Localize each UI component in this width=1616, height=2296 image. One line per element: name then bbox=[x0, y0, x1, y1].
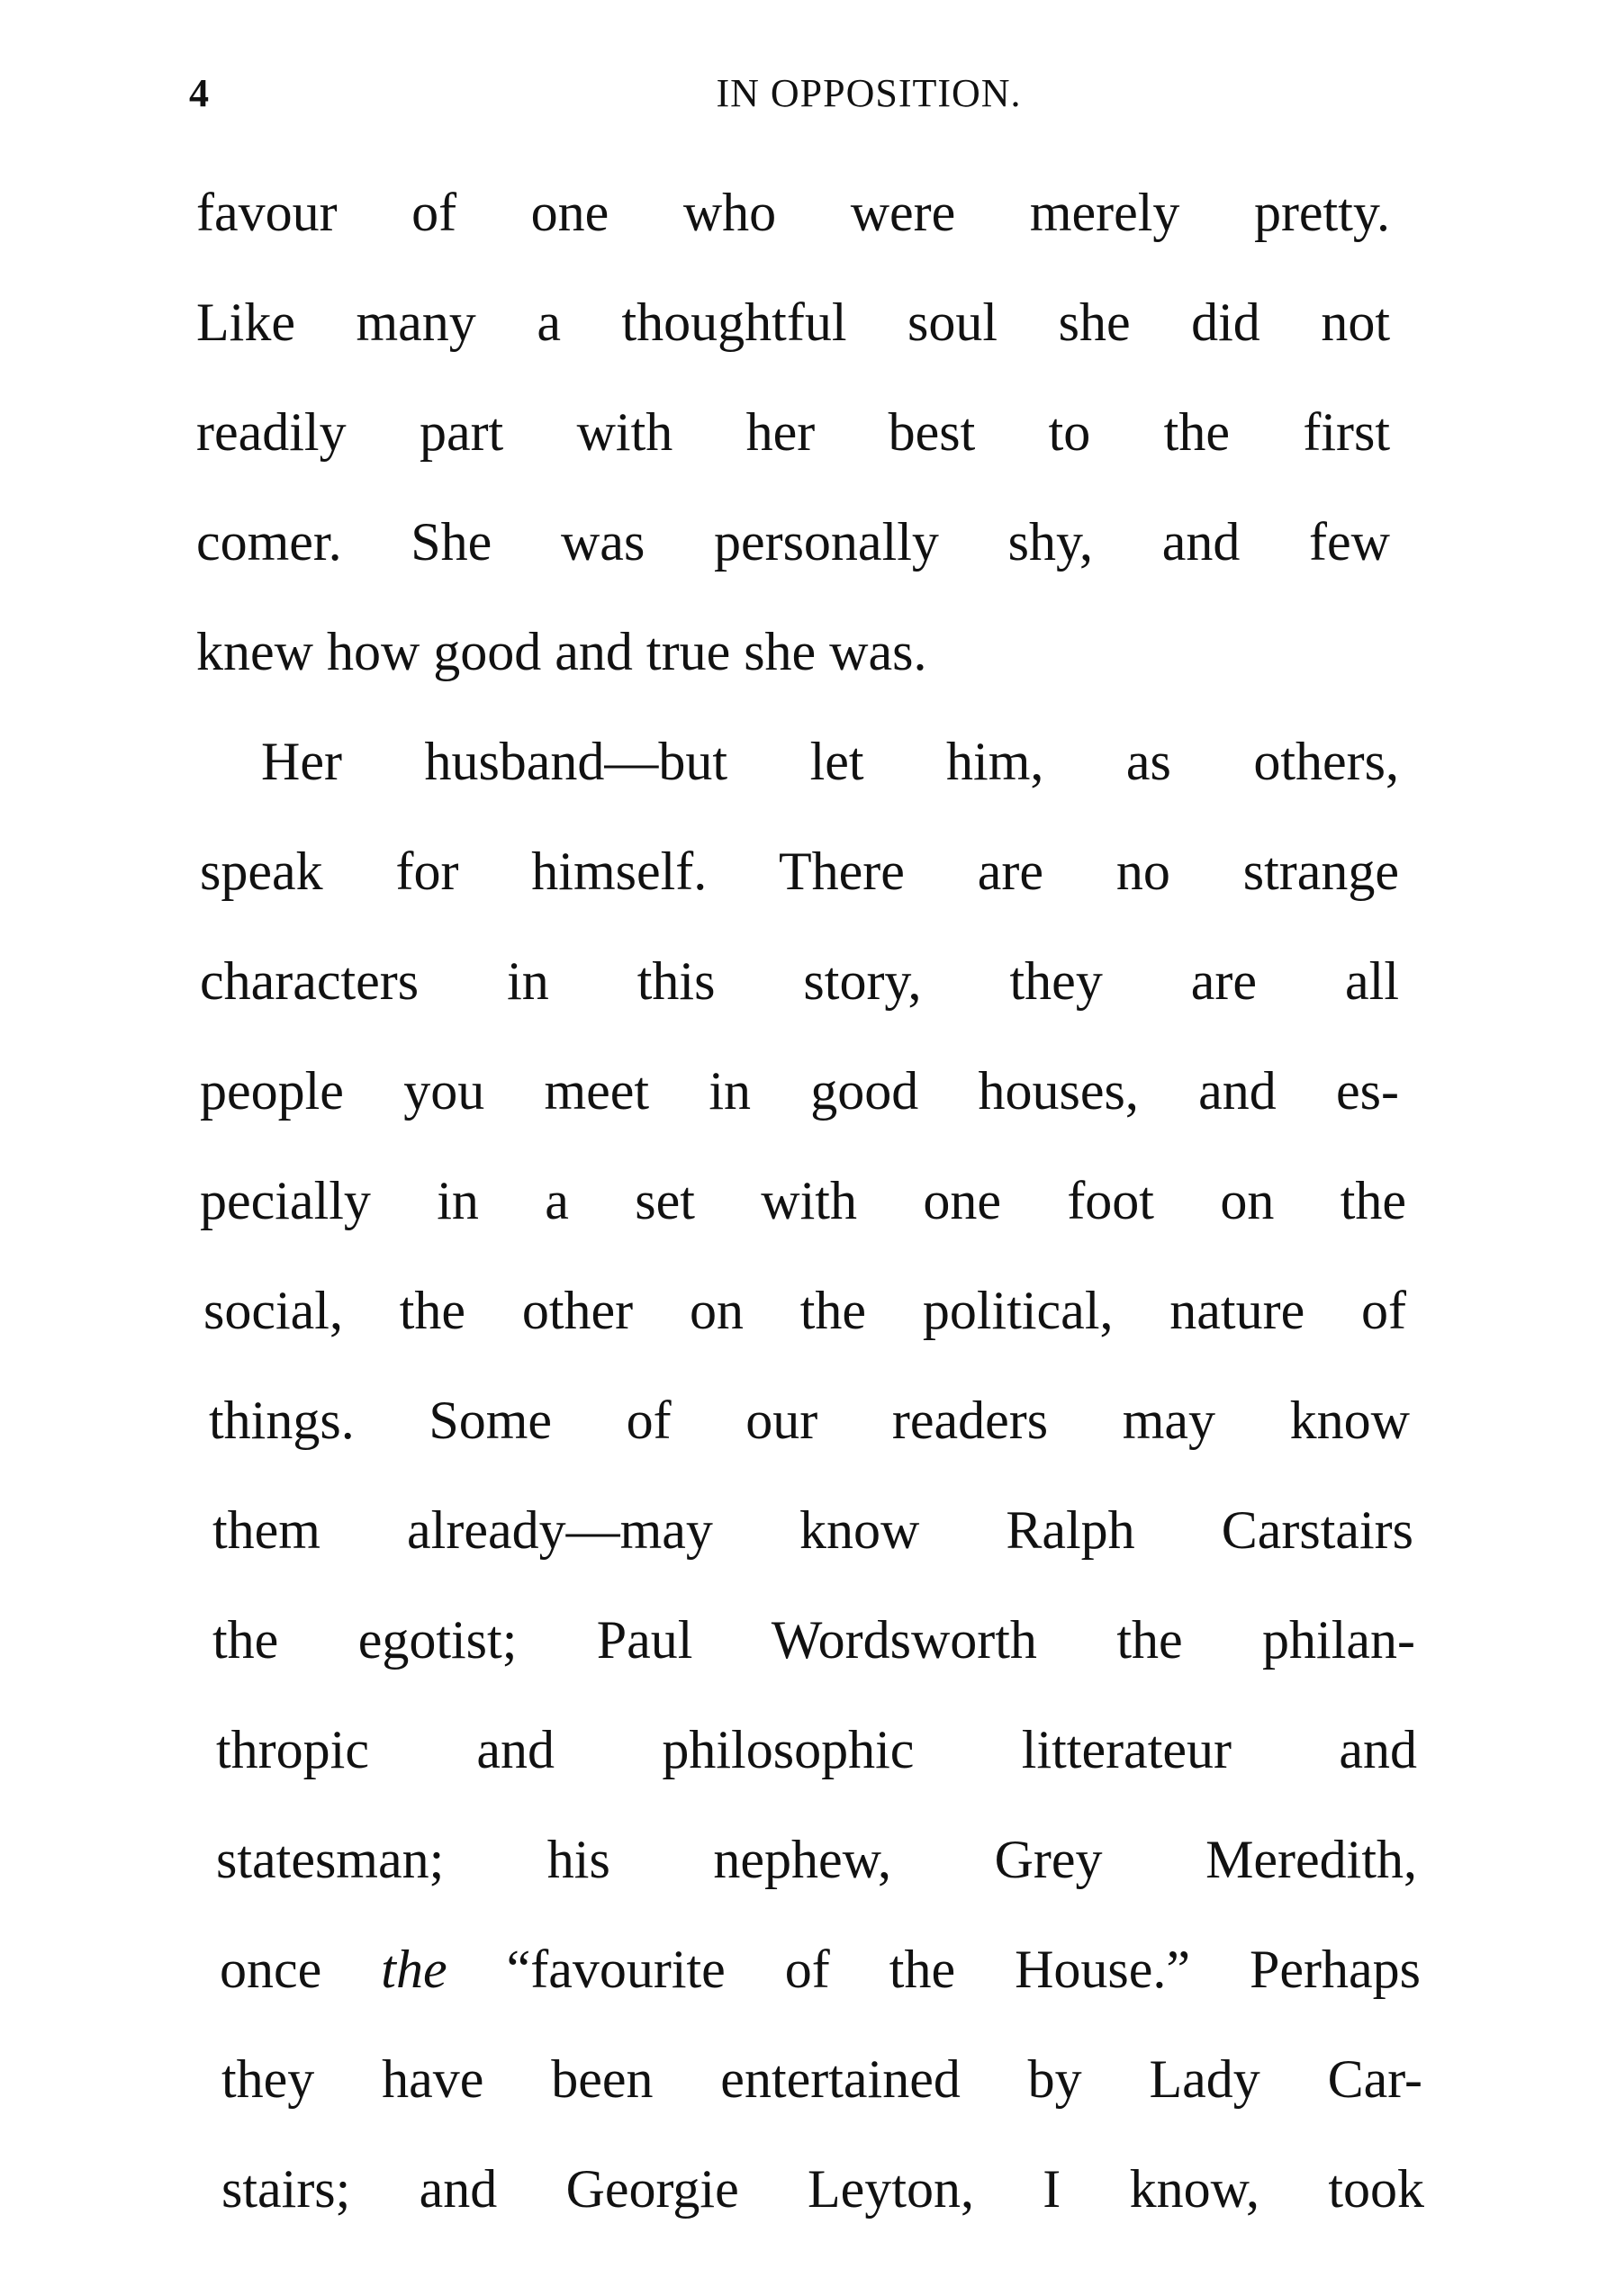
text-line-11: social, the other on the political, nature of bbox=[203, 1281, 1406, 1340]
text-line-3: readily part with her best to the first bbox=[196, 402, 1390, 462]
text-line-7: speak for himself. There are no strange bbox=[200, 842, 1399, 901]
text-line-10: pecially in a set with one foot on the bbox=[200, 1171, 1406, 1230]
text-line-19: stairs; and Georgie Leyton, I know, took bbox=[221, 2159, 1424, 2219]
text-line-18: they have been entertained by Lady Car- bbox=[221, 2049, 1422, 2109]
text-line-12: things. Some of our readers may know bbox=[209, 1391, 1410, 1450]
text-line-15: thropic and philosophic litterateur and bbox=[216, 1720, 1417, 1779]
text-line-1: favour of one who were merely pretty. bbox=[196, 183, 1390, 242]
text-line-4: comer. She was personally shy, and few bbox=[196, 512, 1390, 572]
text-line-16: statesman; his nephew, Grey Meredith, bbox=[216, 1830, 1417, 1889]
text-line-14: the egotist; Paul Wordsworth the philan- bbox=[212, 1610, 1415, 1670]
text-line-17 bbox=[220, 1924, 1421, 2014]
text-line-17-italic: the bbox=[381, 1940, 447, 1999]
text-line-17-end: “favourite of the House.” Perhaps bbox=[506, 1940, 1422, 1999]
text-line-2: Like many a thoughtful soul she did not bbox=[196, 293, 1390, 352]
text-line-13: them already—may know Ralph Carstairs bbox=[212, 1500, 1413, 1560]
text-line-6: Her husband—but let him, as others, bbox=[261, 732, 1399, 791]
text-line-5: knew how good and true she was. bbox=[196, 622, 927, 681]
running-title: IN OPPOSITION. bbox=[716, 71, 1022, 115]
text-line-8: characters in this story, they are all bbox=[200, 951, 1399, 1011]
page-header bbox=[189, 70, 1440, 124]
page-number: 4 bbox=[189, 71, 209, 115]
text-line-17-start: once bbox=[220, 1940, 322, 1999]
text-line-9: people you meet in good houses, and es- bbox=[200, 1061, 1399, 1121]
